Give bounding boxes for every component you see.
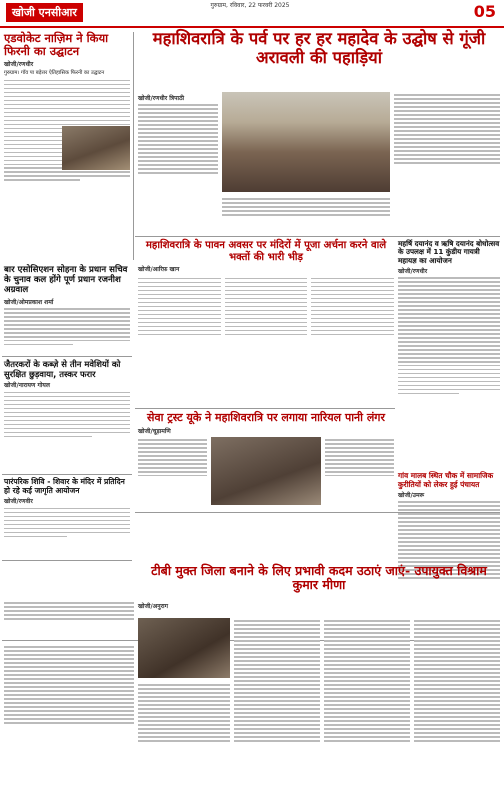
story-byline: खोजी/अनुराग (138, 603, 168, 610)
story-bar-association (4, 266, 130, 348)
story-tb-body (138, 600, 500, 612)
column-divider (133, 32, 134, 260)
story-body (225, 275, 308, 337)
story-body (4, 508, 130, 537)
story-body (222, 198, 390, 216)
story-body (138, 104, 218, 173)
story-tb-col1 (138, 682, 230, 744)
story-body (138, 275, 221, 337)
story-photo (62, 126, 130, 170)
story-byline: खोजी/चूड़ामणि (138, 427, 171, 435)
story-lead: गुरुग्राम। गाँव पा बड़ेत्तर ऐतिहासिक फिरनी का उद्घाटन (4, 70, 105, 77)
story-headline: बार एसोसिएशन सोहना के प्रधान सचिव के चुनाव कल होंगे पूर्ण प्रधान रजनीश अग्रवाल (4, 265, 128, 295)
story-headline: महाशिवरात्रि के पावन अवसर पर मंदिरों में पूजा अर्चना करने वाले भक्तों की भारी भीड़ (145, 240, 387, 263)
story-body (4, 392, 130, 437)
story-body (4, 308, 130, 345)
main-photo (222, 92, 390, 192)
story-headline: पारंपरिक शिवि - शिवार के मंदिर में प्रतिदिन हो रहे कई जागृति आयोजन (4, 477, 125, 495)
story-body (4, 602, 134, 620)
story-body (324, 618, 410, 744)
story-headline: गांव मालब स्थित चौक में सामाजिक कुरीतियों को लेकर हुई पंचायत (398, 471, 494, 489)
story-byline: खोजी/ओमप्रकाश शर्मा (4, 298, 54, 306)
story-body (234, 618, 320, 744)
story-byline: खोजी/रणधीर (4, 61, 34, 69)
story-seva-trust (138, 412, 394, 505)
story-yagya (398, 240, 500, 397)
story-byline: खोजी/रणधीर (398, 267, 428, 275)
story-main (138, 30, 500, 68)
masthead (0, 0, 504, 28)
story-tb-col0 (4, 600, 134, 622)
story-photo (211, 437, 321, 505)
story-body (138, 437, 207, 505)
row-divider (2, 356, 132, 357)
story-body (4, 646, 134, 723)
story-headline: टीबी मुक्त जिला बनाने के लिए प्रभावी कदम उठाएं जाएं- उपायुक्त विश्राम कुमार मीणा (151, 563, 487, 593)
row-divider (135, 236, 500, 237)
story-tb (138, 564, 500, 593)
story-body (311, 275, 394, 337)
story-body (414, 618, 500, 744)
story-body (325, 437, 394, 505)
main-body-col3 (394, 92, 500, 166)
page-number: 05 (473, 2, 496, 21)
row-divider (135, 408, 395, 409)
story-headline: सेवा ट्रस्ट यूके ने महाशिवरात्रि पर लगाया नारियल पानी लंगर (147, 411, 385, 424)
story-cattle (4, 360, 130, 440)
story-headline: महर्षि दयानंद व ऋषि दयानंद बोधोत्सव के उपलक्ष में 11 कुंडीय गायत्री महायज्ञ का आयोजन (398, 239, 500, 265)
main-headline: महाशिवरात्रि के पर्व पर हर हर महादेव के उद्घोष से गूंजी अरावली की पहाड़ियां (152, 29, 486, 67)
story-temple (4, 478, 130, 540)
story-body (394, 94, 500, 163)
story-photo (138, 618, 230, 678)
story-headline: जैतरकरों के कब्ज़े से तीन मवेशियों को सुरक्षित छुड़वाया, तस्कर फरार (4, 359, 121, 379)
newspaper-name: खोजी एनसीआर (6, 3, 83, 22)
row-divider (2, 474, 132, 475)
story-tb-columns (234, 618, 500, 744)
story-headline: एडवोकेट नाज़िम ने किया फिरनी का उद्घाटन (4, 31, 109, 59)
story-body (138, 684, 230, 741)
story-devotees (138, 240, 394, 338)
story-tb-col0b (4, 644, 134, 726)
date-line: गुरुग्राम, रविवार, 22 फरवरी 2025 (210, 2, 290, 9)
story-byline: खोजी/रणवीर (4, 498, 33, 506)
story-byline: खोजी/उमरू (398, 492, 425, 500)
story-byline: खोजी/रणधीर त्रिपाठी (138, 95, 185, 102)
story-byline: खोजी/आरिफ़ खान (138, 266, 180, 274)
main-body-col1 (138, 92, 218, 176)
row-divider (2, 560, 132, 561)
story-byline: खोजी/नारायण गोयल (4, 382, 50, 390)
story-body (398, 277, 500, 394)
main-body-col2 (222, 196, 390, 218)
